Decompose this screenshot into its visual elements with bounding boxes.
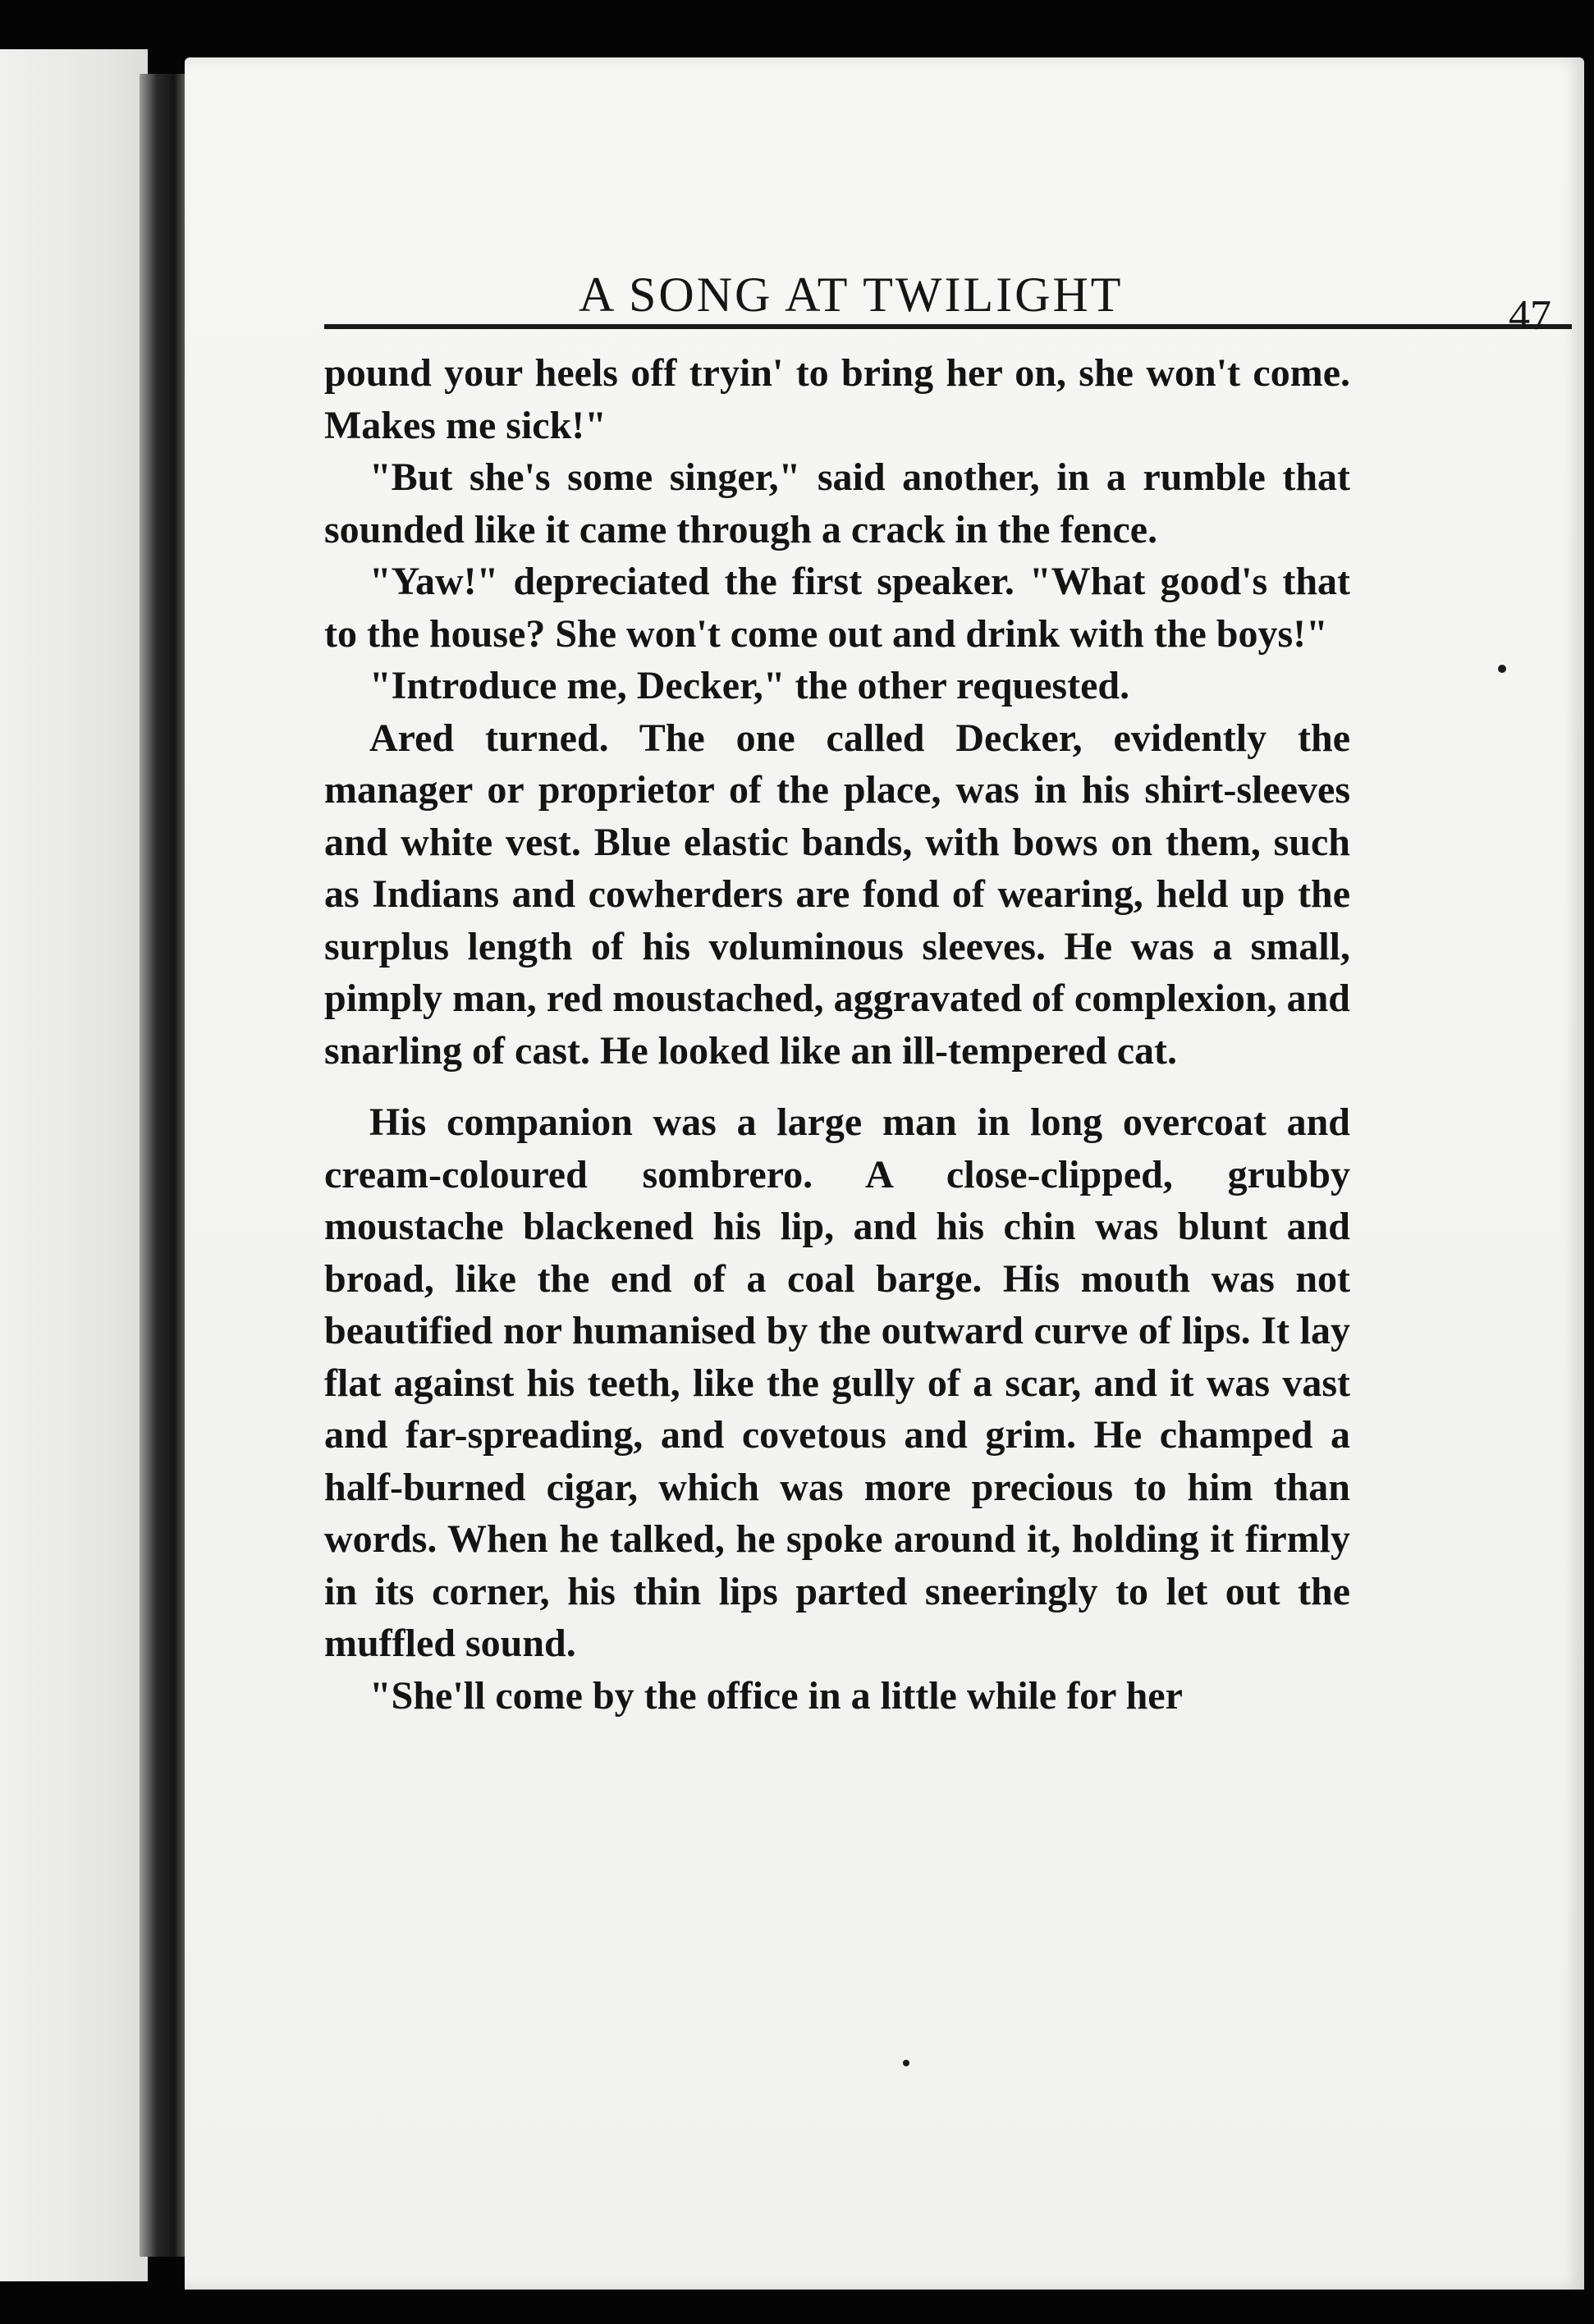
running-header (324, 217, 1572, 339)
paragraph: "But she's some singer," said another, in a rumble that sounded like it came through a crack in the fence. (324, 455, 1350, 551)
page-content (324, 217, 1572, 1722)
paragraph: "She'll come by the office in a little while for her (369, 1673, 1183, 1718)
paragraph: pound your heels off tryin' to bring her on, she won't come. Makes me sick!" (324, 351, 1350, 447)
scan-speck (903, 2060, 909, 2066)
paragraph: "Yaw!" depreciated the first speaker. "What good's that to the house? She won't come out and drink with the boys!" (324, 560, 1350, 656)
facing-page-edge (0, 49, 148, 2281)
paragraph: "Introduce me, Decker," the other requested. (369, 664, 1130, 707)
page-number: 47 (1509, 292, 1551, 339)
paragraph: His companion was a large man in long overcoat and cream-coloured sombrero. A close-clipped, grubby moustache blackened his lip, and his chin was blunt and broad, like the end of a coal barge. His mouth was not beautified nor humanised by the outward curve of lips. It lay flat against his teeth, like the gully of a scar, and it was vast and far-spreading, and covetous and grim. He champed a half-burned cigar, which was more precious to him than words. When he talked, he spoke around it, holding it firmly in its corner, his thin lips parted sneeringly to let out the muffled sound. (324, 1100, 1350, 1665)
book-page (185, 57, 1584, 2290)
paragraph: Ared turned. The one called Decker, evidently the manager or proprietor of the place, was in his shirt-sleeves and white vest. Blue elastic bands, with bows on them, such as Indians and cowherders are fond of wearing, held up the surplus length of his voluminous sleeves. He was a small, pimply man, red moustached, aggravated of complexion, and snarling of cast. He looked like an ill-tempered cat. (324, 716, 1350, 1073)
scan-speck (1498, 665, 1506, 673)
running-title: A SONG AT TWILIGHT (579, 268, 1124, 322)
body-text (324, 347, 1350, 1722)
book-spine-shadow (140, 74, 189, 2257)
